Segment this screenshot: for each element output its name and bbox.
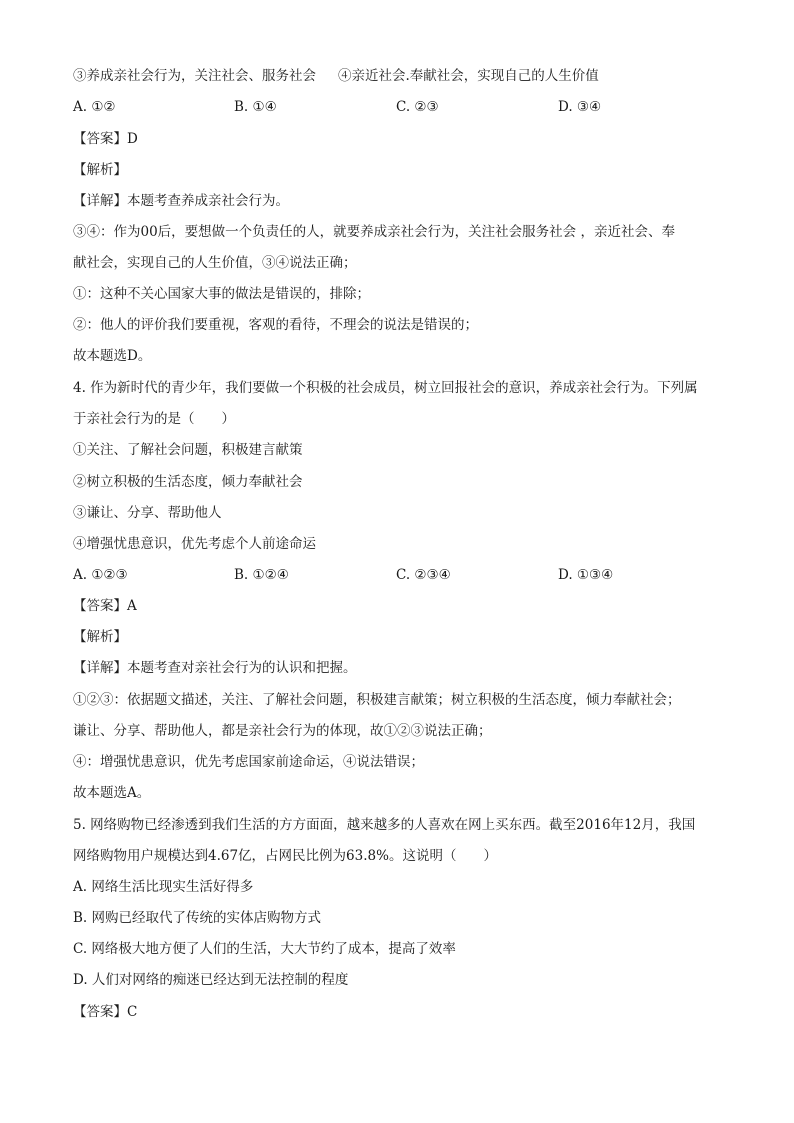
q4-statement-3: ③谦让、分享、帮助他人 — [73, 505, 222, 521]
q5-option-d: D. 人们对网络的痴迷已经达到无法控制的程度 — [73, 972, 349, 988]
q4-explain-2: ④：增强忧患意识，优先考虑国家前途命运，④说法错误； — [73, 754, 424, 770]
q3-explain-2: ①：这种不关心国家大事的做法是错误的，排除； — [73, 286, 370, 302]
q3-detail: 【详解】本题考查养成亲社会行为。 — [73, 193, 289, 209]
q5-stem-line1: 5. 网络购物已经渗透到我们生活的方方面面，越来越多的人喜欢在网上买东西。截至2016年12月，我国 — [73, 817, 696, 833]
q4-option-d: D. ①③④ — [558, 567, 614, 583]
q5-stem-line2: 网络购物用户规模达到4.67亿，占网民比例为63.8%。这说明（ ） — [73, 848, 497, 864]
q3-conclusion: 故本题选D。 — [73, 348, 152, 364]
q3-statement-line — [73, 66, 744, 86]
q3-statement-3: ③养成亲社会行为，关注社会、服务社会 — [73, 68, 316, 84]
q5-option-b: B. 网购已经取代了传统的实体店购物方式 — [73, 910, 322, 926]
q3-explain-3: ②：他人的评价我们要重视，客观的看待，不理会的说法是错误的； — [73, 317, 478, 333]
q4-stem-line1: 4. 作为新时代的青少年，我们要做一个积极的社会成员，树立回报社会的意识，养成亲社会行为。下列属 — [73, 380, 698, 396]
q4-conclusion: 故本题选A。 — [73, 785, 151, 801]
q3-statement-4: ④亲近社会.奉献社会，实现自己的人生价值 — [338, 68, 599, 84]
q4-option-c: C. ②③④ — [396, 567, 451, 583]
q3-answer: 【答案】D — [73, 131, 138, 147]
q5-option-c: C. 网络极大地方便了人们的生活，大大节约了成本，提高了效率 — [73, 941, 456, 957]
q4-detail: 【详解】本题考查对亲社会行为的认识和把握。 — [73, 660, 357, 676]
q4-analysis-label: 【解析】 — [73, 629, 127, 645]
q4-statement-1: ①关注、了解社会问题，积极建言献策 — [73, 442, 303, 458]
q4-answer: 【答案】A — [73, 598, 137, 614]
q3-option-b: B. ①④ — [234, 99, 277, 115]
q3-analysis-label: 【解析】 — [73, 162, 127, 178]
q3-option-d: D. ③④ — [558, 99, 602, 115]
q4-statement-4: ④增强忧患意识，优先考虑个人前途命运 — [73, 536, 316, 552]
q3-options — [73, 97, 753, 117]
q5-option-a: A. 网络生活比现实生活好得多 — [73, 879, 254, 895]
q4-explain-line2: 谦让、分享、帮助他人，都是亲社会行为的体现，故①②③说法正确； — [73, 723, 492, 739]
q4-option-a: A. ①②③ — [73, 567, 128, 583]
q3-option-a: A. ①② — [73, 99, 116, 115]
q3-explain-line2: 献社会，实现自己的人生价值，③④说法正确； — [73, 255, 357, 271]
q4-explain-line1: ①②③：依据题文描述，关注、了解社会问题，积极建言献策；树立积极的生活态度，倾力奉献社会； — [73, 692, 681, 708]
q4-option-b: B. ①②④ — [234, 567, 289, 583]
q3-option-c: C. ②③ — [396, 99, 439, 115]
q4-stem-line2: 于亲社会行为的是（ ） — [73, 411, 235, 427]
q4-statement-2: ②树立积极的生活态度，倾力奉献社会 — [73, 474, 303, 490]
q5-answer: 【答案】C — [73, 1004, 138, 1020]
q3-explain-line1: ③④：作为00后，要想做一个负责任的人，就要养成亲社会行为，关注社会服务社会 ，亲近社会、奉 — [73, 224, 675, 240]
q4-options — [73, 565, 753, 585]
